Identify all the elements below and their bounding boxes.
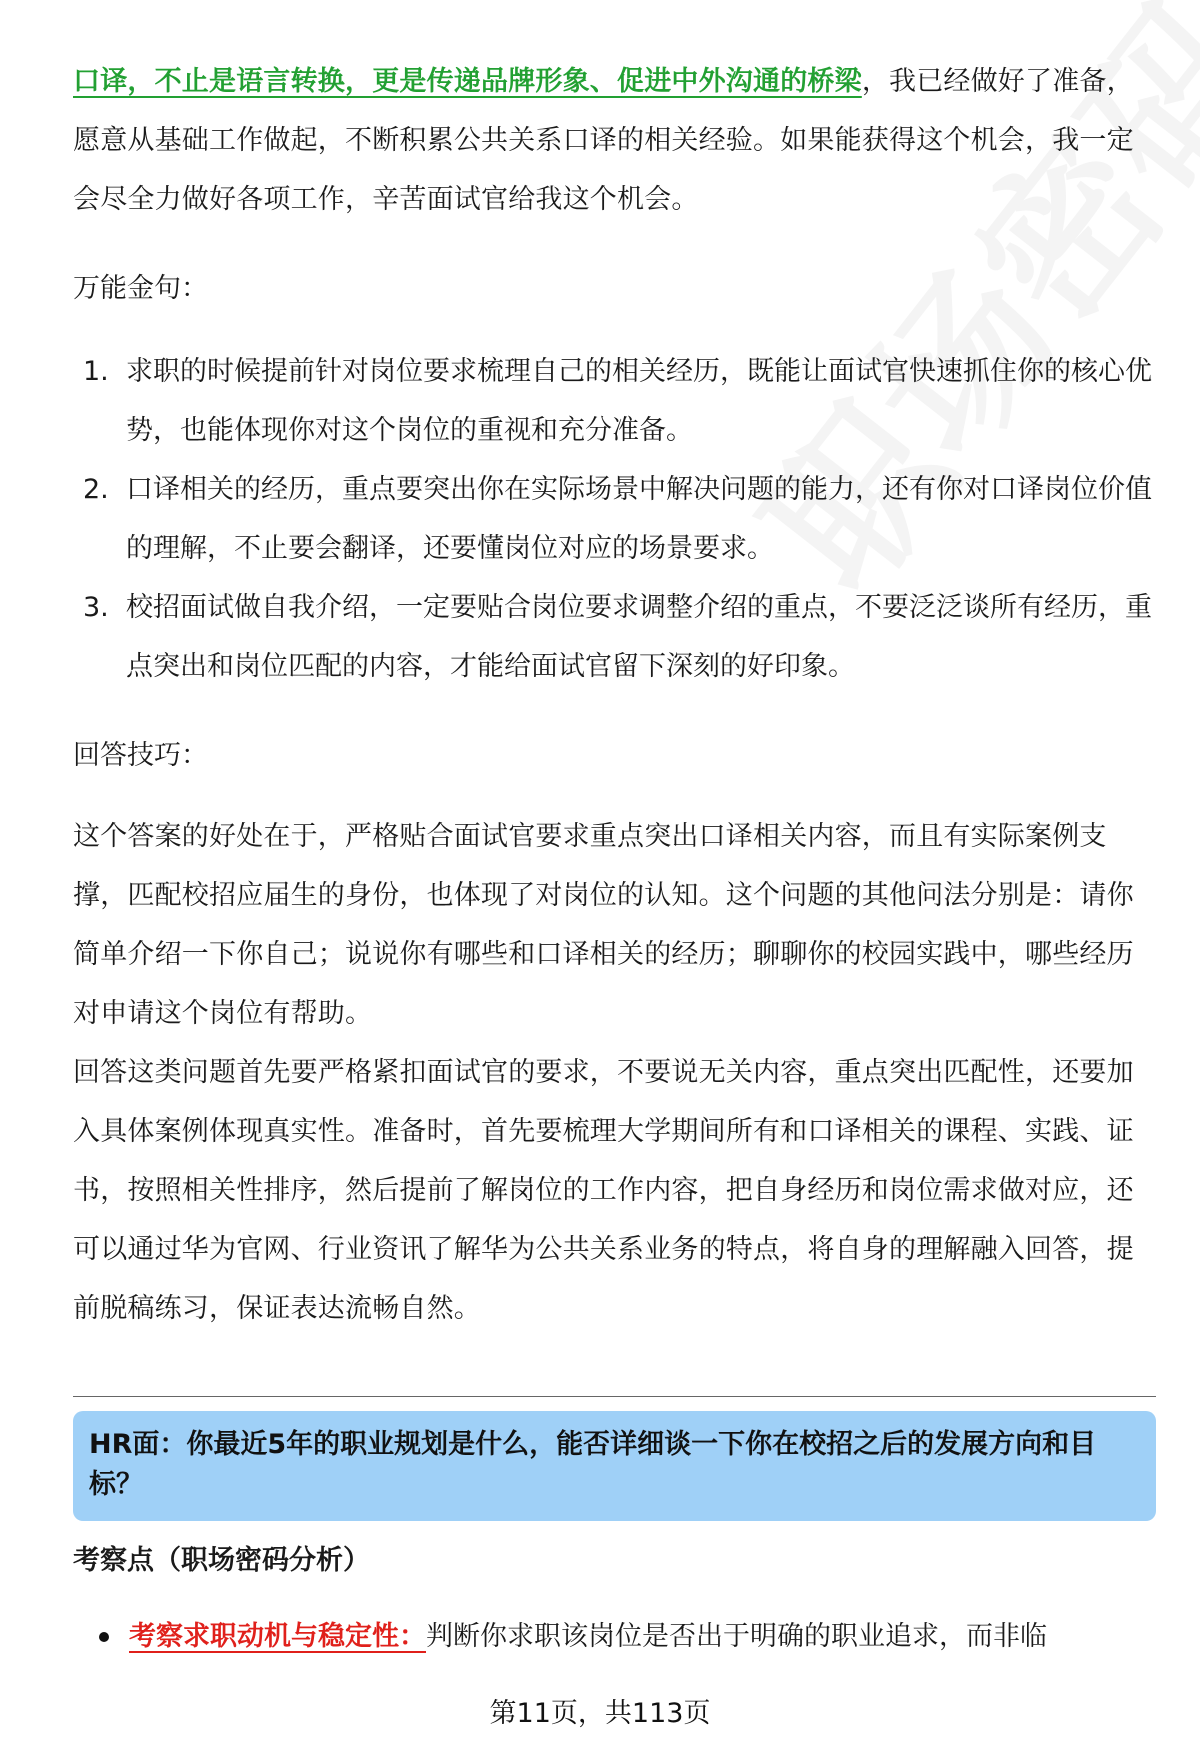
answer-tips-heading: 回答技巧： xyxy=(73,740,208,771)
list-item-text: 校招面试做自我介绍，一定要贴合岗位要求调整介绍的重点，不要泛泛谈所有经历，重点突出和岗位匹配的内容，才能给面试官留下深刻的好印象。 xyxy=(126,592,1152,682)
intro-highlight: 口译，不止是语言转换，更是传递品牌形象、促进中外沟通的桥梁 xyxy=(73,66,862,97)
analysis-point-text xyxy=(129,1617,1047,1657)
answer-tips-paragraph-1: 这个答案的好处在于，严格贴合面试官要求重点突出口译相关内容，而且有实际案例支撑，匹配校招应届生的身份，也体现了对岗位的认知。这个问题的其他问法分别是：请你简单介绍一下你自己；说说你有哪些和口译相关的经历；聊聊你的校园实践中，哪些经历对申请这个岗位有帮助。 xyxy=(73,821,1134,1029)
list-item xyxy=(73,578,1153,696)
answer-tips-paragraph-2: 回答这类问题首先要严格紧扣面试官的要求，不要说无关内容，重点突出匹配性，还要加入具体案例体现真实性。准备时，首先要梳理大学期间所有和口译相关的课程、实践、证书，按照相关性排序，然后提前了解岗位的工作内容，把自身经历和岗位需求做对应，还可以通过华为官网、行业资讯了解华为公共关系业务的特点，将自身的理解融入回答，提前脱稿练习，保证表达流畅自然。 xyxy=(73,1057,1134,1324)
list-item-text: 口译相关的经历，重点要突出你在实际场景中解决问题的能力，还有你对口译岗位价值的理解，不止要会翻译，还要懂岗位对应的场景要求。 xyxy=(126,474,1152,564)
list-item-text: 求职的时候提前针对岗位要求梳理自己的相关经历，既能让面试官快速抓住你的核心优势，也能体现你对这个岗位的重视和充分准备。 xyxy=(126,356,1152,446)
golden-sentences-list xyxy=(73,342,1153,696)
intro-paragraph xyxy=(73,52,1153,229)
intro-rest: ，我已经做好了准备，愿意从基础工作做起，不断积累公共关系口译的相关经验。如果能获得这个机会，我一定会尽全力做好各项工作，辛苦面试官给我这个机会。 xyxy=(73,66,1134,215)
page-number: 第11页，共113页 xyxy=(489,1698,711,1729)
list-item xyxy=(73,342,1153,460)
hr-question-box: HR面：你最近5年的职业规划是什么，能否详细谈一下你在校招之后的发展方向和目标？ xyxy=(73,1411,1156,1521)
analysis-heading: 考察点（职场密码分析） xyxy=(73,1545,370,1576)
list-item-number: 2. xyxy=(83,474,109,505)
list-item-number: 1. xyxy=(83,356,109,387)
list-item-number: 3. xyxy=(83,592,109,623)
document-page xyxy=(73,52,1153,1657)
section-divider xyxy=(73,1396,1156,1397)
analysis-point-body: 判断你求职该岗位是否出于明确的职业追求，而非临 xyxy=(426,1621,1047,1652)
analysis-points xyxy=(73,1617,1153,1657)
list-item xyxy=(73,1617,1153,1657)
list-item xyxy=(73,460,1153,578)
analysis-point-label: 考察求职动机与稳定性： xyxy=(129,1621,426,1652)
golden-sentences-heading: 万能金句： xyxy=(73,273,208,304)
bullet-icon xyxy=(99,1632,109,1642)
